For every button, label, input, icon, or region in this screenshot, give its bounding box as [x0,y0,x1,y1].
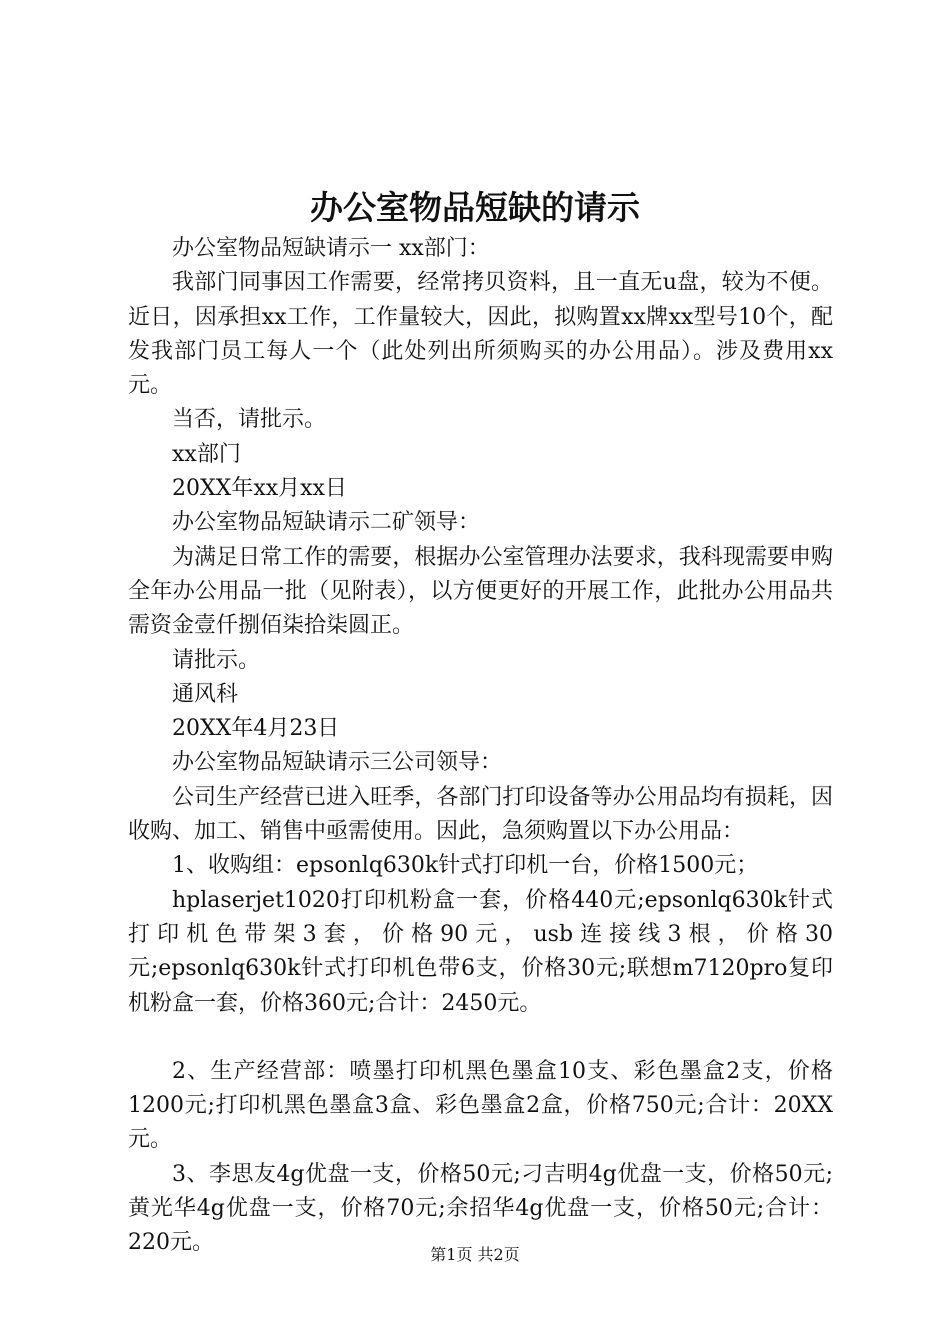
paragraph-10: 20XX年4月23日 [172,716,340,742]
paragraph-16: 3、李思友4g优盘一支，价格50元;刁吉明4g优盘一支，价格50元;黄光华4g优盘一支，价格70元;余招华4g优盘一支，价格50元;合计：220元。 [128,1161,833,1256]
paragraph-1: 办公室物品短缺请示一 xx部门： [172,236,490,261]
paragraph-8: 请批示。 [172,647,261,673]
paragraph-3: 当否，请批示。 [172,407,327,433]
paragraph-15: 2、生产经营部：喷墨打印机黑色墨盒10支、彩色墨盒2支，价格1200元;打印机黑色墨盒3盒、彩色墨盒2盒，价格750元;合计：20XX元。 [128,1058,833,1153]
paragraph-9: 通风科 [172,681,239,707]
paragraph-5: 20XX年xx月xx日 [172,476,347,502]
page-number: 第1页 共2页 [430,1245,520,1264]
paragraph-7: 为满足日常工作的需要，根据办公室管理办法要求，我科现需要申购全年办公用品一批（见附表），以方便更好的开展工作，此批办公用品共需资金壹仟捌佰柒拾柒圆正。 [128,544,833,639]
paragraph-11: 办公室物品短缺请示三公司领导： [172,750,503,776]
paragraph-6: 办公室物品短缺请示二矿领导： [172,510,481,536]
document-body [128,232,833,1261]
paragraph-2: 我部门同事因工作需要，经常拷贝资料，且一直无u盘，较为不便。近日，因承担xx工作，工作量较大，因此，拟购置xx牌xx型号10个，配发我部门员工每人一个（此处列出所须购买的办公用品）。涉及费用xx元。 [128,270,833,399]
document-title: 办公室物品短缺的请示 [310,188,640,227]
paragraph-4: xx部门 [172,441,241,467]
paragraph-13: 1、收购组：epsonlq630k针式打印机一台，价格1500元； [172,853,759,879]
paragraph-14: hplaserjet1020打印机粉盒一套，价格440元;epsonlq630k针式打印机色带架3套，价格90元，usb连接线3根，价格30元;epsonlq630k针式打印机色带6支，价格30元;联想m7120pro复印机粉盒一套，价格360元;合计：2450元。 [128,887,833,1016]
paragraph-12: 公司生产经营已进入旺季，各部门打印设备等办公用品均有损耗，因收购、加工、销售中亟需使用。因此，急须购置以下办公用品： [128,784,833,845]
